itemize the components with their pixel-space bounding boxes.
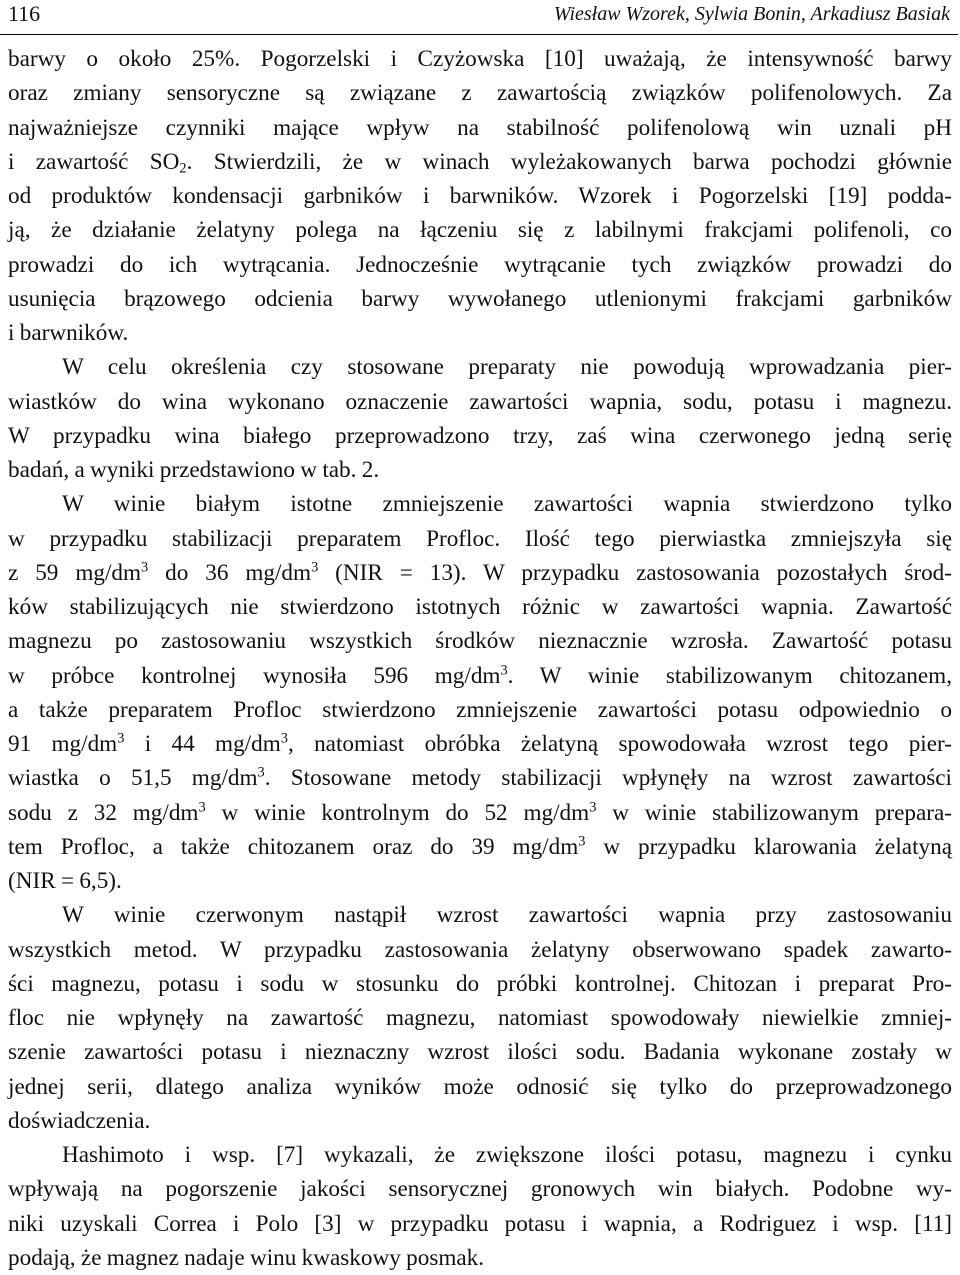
text-run: magnezu po zastosowaniu wszystkich środków nieznacznie wzrosła. Zawartość potasu <box>8 628 952 655</box>
text-line <box>8 1172 952 1206</box>
text-line <box>8 1070 952 1104</box>
superscript: 3 <box>280 730 288 747</box>
subscript: 2 <box>179 160 187 177</box>
text-line <box>8 933 952 967</box>
text-line <box>8 1001 952 1035</box>
text-line <box>8 1138 952 1172</box>
text-line <box>8 111 952 145</box>
text-run: jednej serii, dlatego analiza wyników może odnosić się tylko do przeprowadzonego <box>8 1073 952 1100</box>
text-run: a także preparatem Profloc stwierdzono zmniejszenie zawartości potasu odpowiednio o <box>8 696 952 723</box>
text-run: floc nie wpłynęły na zawartość magnezu, natomiast spowodowały niewielkie zmniej- <box>8 1005 952 1031</box>
text-run: od produktów kondensacji garbników i barwników. Wzorek i Pogorzelski [19] podda- <box>8 183 952 209</box>
superscript: 3 <box>578 833 586 850</box>
text-run: wpływają na pogorszenie jakości sensorycznej gronowych win białych. Podobne wy- <box>8 1176 952 1203</box>
text-line <box>8 316 952 350</box>
text-line <box>8 624 952 658</box>
text-line <box>8 350 952 384</box>
text-line <box>8 145 952 179</box>
text-run: wiastków do wina wykonano oznaczenie zawartości wapnia, sodu, potasu i magnezu. <box>8 388 952 415</box>
paragraph <box>8 350 952 487</box>
text-run: W winie czerwonym nastąpił wzrost zawartości wapnia przy zastosowaniu <box>62 902 952 929</box>
text-run: z 59 mg/dm <box>8 559 142 586</box>
text-run: najważniejsze czynniki mające wpływ na stabilność polifenolową win uznali pH <box>8 114 952 141</box>
text-line <box>8 248 952 282</box>
text-run: (NIR = 13). W przypadku zastosowania pozostałych środ- <box>318 559 952 586</box>
text-run: oraz zmiany sensoryczne są związane z zawartością związków polifenolowych. Za <box>8 80 952 107</box>
text-line <box>8 761 952 795</box>
text-run: W przypadku wina białego przeprowadzono trzy, zaś wina czerwonego jedną serię <box>8 422 952 449</box>
text-run: i zawartość SO <box>8 148 180 175</box>
text-line <box>8 1241 952 1275</box>
text-line <box>8 659 952 693</box>
running-head-authors: Wiesław Wzorek, Sylwia Bonin, Arkadiusz Basiak <box>553 3 950 25</box>
text-line <box>8 796 952 830</box>
superscript: 3 <box>311 559 319 576</box>
text-line <box>8 590 952 624</box>
text-run: w winie stabilizowanym prepara- <box>596 799 952 826</box>
text-line <box>8 727 952 761</box>
text-line <box>8 179 952 213</box>
text-line <box>8 864 952 898</box>
superscript: 3 <box>589 798 597 815</box>
text-line <box>8 1207 952 1241</box>
text-run: badań, a wyniki przedstawiono w tab. 2. <box>8 457 380 483</box>
text-run: tem Profloc, a także chitozanem oraz do 39 mg/dm <box>8 833 579 860</box>
superscript: 3 <box>257 764 265 781</box>
text-run: , natomiast obróbka żelatyną spowodowała wzrost tego pier- <box>287 731 953 757</box>
page-number: 116 <box>8 1 41 26</box>
text-line <box>8 898 952 932</box>
text-run: barwy o około 25%. Pogorzelski i Czyżowska [10] uważają, że intensywność barwy <box>8 46 952 72</box>
text-run: ją, że działanie żelatyny polega na łączeniu się z labilnymi frakcjami polifenoli, co <box>8 217 952 244</box>
text-run: szenie zawartości potasu i nieznaczny wzrost ilości sodu. Badania wykonane zostały w <box>8 1039 952 1066</box>
text-line <box>8 556 952 590</box>
superscript: 3 <box>141 559 149 576</box>
paragraph <box>8 42 952 350</box>
text-run: w winie kontrolnym do 52 mg/dm <box>205 799 590 826</box>
text-line <box>8 967 952 1001</box>
text-line <box>8 42 952 76</box>
text-run: prowadzi do ich wytrącania. Jednocześnie wytrącanie tych związków prowadzi do <box>8 251 952 278</box>
text-run: Hashimoto i wsp. [7] wykazali, że zwiększone ilości potasu, magnezu i cynku <box>62 1142 952 1168</box>
superscript: 3 <box>117 730 125 747</box>
superscript: 3 <box>198 798 206 815</box>
text-run: w próbce kontrolnej wynosiła 596 mg/dm <box>8 662 501 689</box>
text-run: i 44 mg/dm <box>124 731 281 757</box>
text-line <box>8 1104 952 1138</box>
text-run: wszystkich metod. W przypadku zastosowania żelatyny obserwowano spadek zawarto- <box>8 936 952 963</box>
text-run: podają, że magnez nadaje winu kwaskowy posmak. <box>8 1244 485 1271</box>
text-line <box>8 282 952 316</box>
text-line <box>8 487 952 521</box>
text-run: . Stosowane metody stabilizacji wpłynęły na wzrost zawartości <box>264 765 952 792</box>
text-run: doświadczenia. <box>8 1107 151 1134</box>
text-run: 91 mg/dm <box>8 731 118 757</box>
text-line <box>8 419 952 453</box>
text-run: w przypadku klarowania żelatyną <box>585 833 952 860</box>
text-run: usunięcia brązowego odcienia barwy wywołanego utlenionymi frakcjami garbników <box>8 285 952 312</box>
paragraph <box>8 1138 952 1275</box>
text-line <box>8 1035 952 1069</box>
text-line <box>8 522 952 556</box>
text-line <box>8 453 952 487</box>
text-line <box>8 693 952 727</box>
text-line <box>8 213 952 247</box>
paragraph <box>8 487 952 898</box>
text-run: niki uzyskali Correa i Polo [3] w przypadku potasu i wapnia, a Rodriguez i wsp. [11] <box>8 1210 952 1237</box>
text-line <box>8 830 952 864</box>
text-run: wiastka o 51,5 mg/dm <box>8 765 258 792</box>
text-line <box>8 385 952 419</box>
text-line <box>8 76 952 110</box>
body-text <box>8 42 952 1275</box>
text-run: . W winie stabilizowanym chitozanem, <box>507 662 952 689</box>
text-run: i barwników. <box>8 320 129 346</box>
text-run: . Stwierdzili, że w winach wyleżakowanych barwa pochodzi głównie <box>186 148 952 175</box>
text-run: (NIR = 6,5). <box>8 868 122 894</box>
text-run: W celu określenia czy stosowane preparaty nie powodują wprowadzania pier- <box>62 354 952 381</box>
page-header <box>0 0 958 35</box>
text-run: sodu z 32 mg/dm <box>8 799 199 826</box>
text-run: ści magnezu, potasu i sodu w stosunku do próbki kontrolnej. Chitozan i preparat Pro- <box>8 970 952 997</box>
paragraph <box>8 898 952 1138</box>
superscript: 3 <box>500 661 508 678</box>
text-run: do 36 mg/dm <box>148 559 312 586</box>
text-run: W winie białym istotne zmniejszenie zawartości wapnia stwierdzono tylko <box>62 491 952 518</box>
text-run: ków stabilizujących nie stwierdzono istotnych różnic w zawartości wapnia. Zawartość <box>8 594 952 620</box>
text-run: w przypadku stabilizacji preparatem Profloc. Ilość tego pierwiastka zmniejszyła się <box>8 525 952 552</box>
